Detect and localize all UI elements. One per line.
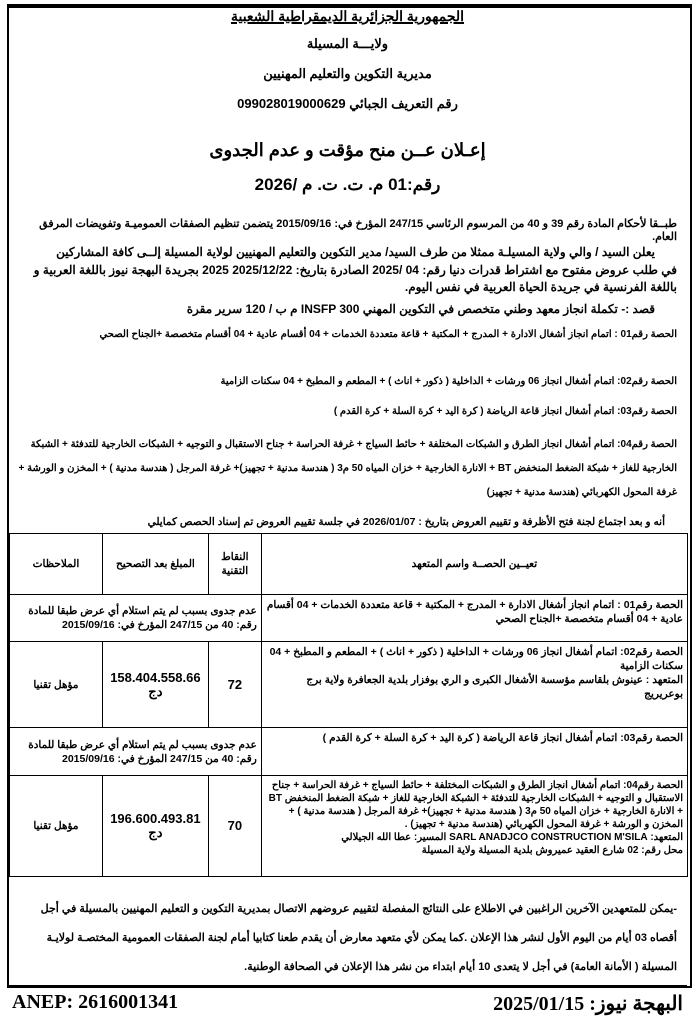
lot-cell: الحصة رقم03: اتمام أشغال انجاز قاعة الرياضة ( كرة اليد + كرة السلة + كرة القدم ) xyxy=(261,728,687,776)
table-row xyxy=(10,642,688,728)
announcement-title: إعـلان عــن منح مؤقت و عدم الجدوى xyxy=(209,140,486,160)
directorate-heading: مديرية التكوين والتعليم المهنيين xyxy=(263,66,432,81)
lot-cell xyxy=(261,776,687,877)
header-lot: تعيــين الحصــة واسم المتعهد xyxy=(261,534,687,595)
lot-1-description: الحصة رقم01 : اتمام انجاز أشغال الادارة + المدرج + المكتبة + قاعة متعددة الخدمات + 04 أقسام عادية + 04 أقسام متخصصة +الجناح الصحي xyxy=(99,329,677,340)
announcement-number: رقم:01 م. ت. ت. م /2026 xyxy=(254,175,441,194)
header-amount: المبلغ بعد التصحيح xyxy=(102,534,208,595)
closing-paragraph: -يمكن للمتعهدين الآخرين الراغبين في الاطلاع على النتائج المفصلة لتقييم عروضهم الاتصال بمديرية التكوين و التعليم المهنيين بالمسيلة في أجل أقصاه 03 أيام من اليوم الأول لنشر هذا الإعلان .كما يمكن لأي متعهد معارض أن يقدم طعنا كتابيا أمام لجنة الصفقات العمومية المختصـة لولايـة المسيلة ( الأمانة العامة) في أجل لا يتعدى 10 أيام ابتداء من نشر هذا الإعلان في الصحافة الوطنية. xyxy=(40,903,677,973)
newspaper-date: البهجة نيوز: 2025/01/15 xyxy=(493,993,683,1015)
tender-reference: في طلب عروض مفتوح مع اشتراط قدرات دنيا رقم: 04 /2025 الصادرة بتاريخ: 2025/12/22 2025 بجريدة البهجة نيوز باللغة العربية و باللغة الفرنسية في جريدة الحياة العربية في نفس اليوم. xyxy=(33,263,677,294)
wilaya-heading: ولايـــة المسيلة xyxy=(306,36,389,51)
tax-id: رقم التعريف الجبائي 099028019000629 xyxy=(237,96,458,111)
bidder-address: محل رقم: 02 شارع العقيد عميروش بلدية المسيلة ولاية المسيلة xyxy=(421,845,683,856)
results-table xyxy=(9,533,688,877)
lot-2-description: الحصة رقم02: اتمام أشغال انجاز 06 ورشات + الداخلية ( ذكور + اناث ) + المطعم و المطبخ + 04 سكنات الزامية xyxy=(220,376,677,387)
table-row xyxy=(10,776,688,877)
purpose: قصد :- تكملة انجاز معهد وطني متخصص في التكوين المهني INSFP 300 م ب / 120 سرير مقرة xyxy=(186,302,655,316)
lot-3-description: الحصة رقم03: اتمام أشغال انجاز قاعة الرياضة ( كرة اليد + كرة السلة + كرة القدم ) xyxy=(333,406,677,417)
lot-cell xyxy=(261,642,687,728)
remarks-cell: مؤهل تقنيا xyxy=(10,776,103,877)
bidder: المتعهد: SARL ANADJCO CONSTRUCTION M'SILA المسير: عطا الله الجيلالي xyxy=(341,832,683,843)
announcement-intro: يعلن السيد / والي ولاية المسيلـة ممثلا من طرف السيد/ مدير التكوين والتعليم المهنيين لولاية المسيلة إلــى كافة المشاركين xyxy=(56,245,655,259)
lot-cell: الحصة رقم01 : اتمام انجاز أشغال الادارة + المدرج + المكتبة + قاعة متعددة الخدمات + 04 أقسام عادية + 04 أقسام متخصصة +الجناح الصحي xyxy=(261,595,687,642)
table-row xyxy=(10,595,688,642)
legal-basis-paragraph: طبــقا لأحكام المادة رقم 39 و 40 من المرسوم الرئاسي 247/15 المؤرخ في: 2015/09/16 يتضمن تنظيم الصفقات العموميـة وتفويضات المرفق العام. xyxy=(39,218,677,243)
score-cell: 72 xyxy=(208,642,261,728)
bidder: المتعهد : عينوش بلقاسم مؤسسة الأشغال الكبرى و الري بوفزار بلدية الجعافرة ولاية برج بوعريريج xyxy=(306,674,683,700)
republic-heading: الجمهورية الجزائرية الديمقراطية الشعبية xyxy=(230,8,465,24)
anep-number: ANEP: 2616001341 xyxy=(12,991,179,1013)
score-cell: 70 xyxy=(208,776,261,877)
lot-description: الحصة رقم02: اتمام أشغال انجاز 06 ورشات + الداخلية ( ذكور + اناث ) + المطعم و المطبخ + 04 سكنات الزامية xyxy=(269,646,683,672)
amount-cell: 196.600.493.81 دج xyxy=(102,776,208,877)
table-row xyxy=(10,728,688,776)
remarks-cell: مؤهل تقنيا xyxy=(10,642,103,728)
lot-4-description: الحصة رقم04: اتمام أشغال انجاز الطرق و الشبكات المختلفة + حائط السياج + غرفة الحراسة + جناح الاستقبال و التوجيه + الشبكات الخارجية للتدفئة + الشبكة الخارجية للغاز + شبكة الضغط المنخفض BT + الانارة الخارجية + خزان المياه 50 م3 ( هندسة مدنية + تجهيز)+ غرفة المرجل ( هندسة مدنية ) + المخزن و الورشة + غرفة المحول الكهربائي (هندسة مدنية + تجهيز) xyxy=(18,439,677,498)
footer-divider xyxy=(9,985,687,988)
header-score: النقاط التقنية xyxy=(208,534,261,595)
table-header-row xyxy=(10,534,688,595)
remarks-cell: عدم جدوى بسبب لم يتم استلام أي عرض طبقا للمادة رقم: 40 من 247/15 المؤرخ في: 2015/09/16 xyxy=(10,595,262,642)
header-remarks: الملاحظات xyxy=(10,534,103,595)
lot-description: الحصة رقم04: اتمام أشغال انجاز الطرق و الشبكات المختلفة + حائط السياج + غرفة الحراسة + جناح الاستقبال و التوجيه + الشبكات الخارجية للتدفئة + الشبكة الخارجية للغاز + شبكة الضغط المنخفض BT + الانارة الخارجية + خزان المياه 50 م3 ( هندسة مدنية + تجهيز)+ غرفة المرجل ( هندسة مدنية ) + المخزن و الورشة + غرفة المحول الكهربائي (هندسة مدنية + تجهيز) . xyxy=(268,780,683,830)
meeting-statement: أنه و بعد اجتماع لجنة فتح الأظرفة و تقييم العروض بتاريخ : 2026/01/07 في جلسة تقييم العروض تم إسناد الحصص كمايلي xyxy=(147,516,665,528)
amount-cell: 158.404.558.66 دج xyxy=(102,642,208,728)
remarks-cell: عدم جدوى بسبب لم يتم استلام أي عرض طبقا للمادة رقم: 40 من 247/15 المؤرخ في: 2015/09/16 xyxy=(10,728,262,776)
